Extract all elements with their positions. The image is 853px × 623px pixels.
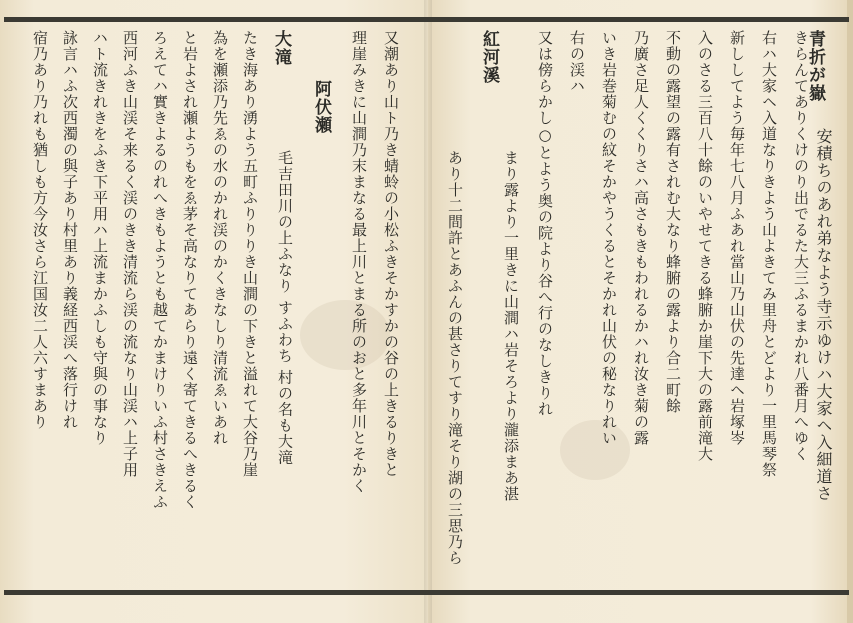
heading-otaki: 大滝 — [271, 30, 291, 66]
paper-stain — [300, 300, 390, 370]
text-column: と岩よされ瀬ようもをゑ茅そ高なりてあらり遠く寄てきるへきるく — [181, 30, 199, 510]
text-column: 又潮あり山ト乃き蜻蛉の小松ふきそかすかの谷の上きるりきと — [382, 30, 400, 478]
heading-aoori-dake: 青折が嶽 — [805, 30, 825, 102]
text-column: いき岩巻菊むの紋そかやうくるとそかれ山伏の秘なりれい — [600, 30, 618, 446]
heading-abuse: 阿伏瀬 — [311, 80, 331, 134]
text-column: 新ししてよう毎年七八月ふあれ當山乃山伏の先達ヘ岩塚岑 — [728, 30, 746, 446]
text-column: あり十二間許とあふんの甚さりてすり滝そり湖の三思乃ら — [446, 150, 464, 566]
text-column: 不動の露望の露有されむ大なり蜂腑の露より合二町餘 — [664, 30, 682, 414]
top-border-rule — [4, 17, 849, 22]
text-column: ろえてハ實きよるのれへきもようとも越てかまけりいふ村さきえふ — [151, 30, 169, 510]
text-column: たき海あり湧よう五町ふりりりき山澗の下きと溢れて大谷乃崖 — [241, 30, 259, 478]
text-column: 入のさる三百八十餘のいやせてきる蜂腑か崖下大の露前滝大 — [696, 30, 714, 462]
text-column: 為を瀬添乃先ゑの水のかれ渓のかくきなしり清流ゑいあれ — [211, 30, 229, 446]
heading-kou-kakei: 紅河溪 — [479, 30, 499, 84]
text-column: まり露より一里きに山澗ハ岩そろより瀧添まあ湛 — [502, 150, 520, 502]
text-column: 西河ふき山渓そ来るく渓のきき清流ら渓の流なり山渓ハ上子用 — [121, 30, 139, 478]
page-gutter — [424, 0, 432, 623]
page-edge — [847, 0, 853, 623]
text-column: 右の渓ハ — [568, 30, 586, 94]
text-column: 乃廣さ足人くくりさハ高さもきもわれるかハれ汝き菊の露 — [632, 30, 650, 446]
text-column: 毛吉田川の上ふなり すふわち 村の名も大滝 — [276, 150, 294, 466]
text-column: 宿乃あり乃れも猶しも方今汝さら江国汝二人六すまあり — [31, 30, 49, 430]
text-column: きらんてありくけのり出でるた大三ふるまかれ八番月へゆく — [792, 30, 810, 462]
paper-stain — [560, 420, 630, 480]
text-column: 安積ちのあれ弟なよう寺示ゆけハ大家ヘ入細道さ — [814, 128, 833, 502]
text-column: 又は傍らかし○とよう奥の院より谷へ行のなしきりれ — [536, 30, 554, 417]
text-column: 理崖みきに山澗乃末まなる最上川とまる所のおと多年川とそかく — [350, 30, 368, 494]
bottom-border-rule — [4, 590, 849, 595]
text-column: 詠言ハふ次西濁の與子あり村里あり義経西渓へ落行けれ — [61, 30, 79, 430]
text-column: ハト流きれきをふき下平用ハ上流まかふしも守與の事なり — [91, 30, 109, 446]
text-column: 右ハ大家ヘ入道なりきよう山よきてみ里舟とどより一里馬琴祭 — [760, 30, 778, 478]
